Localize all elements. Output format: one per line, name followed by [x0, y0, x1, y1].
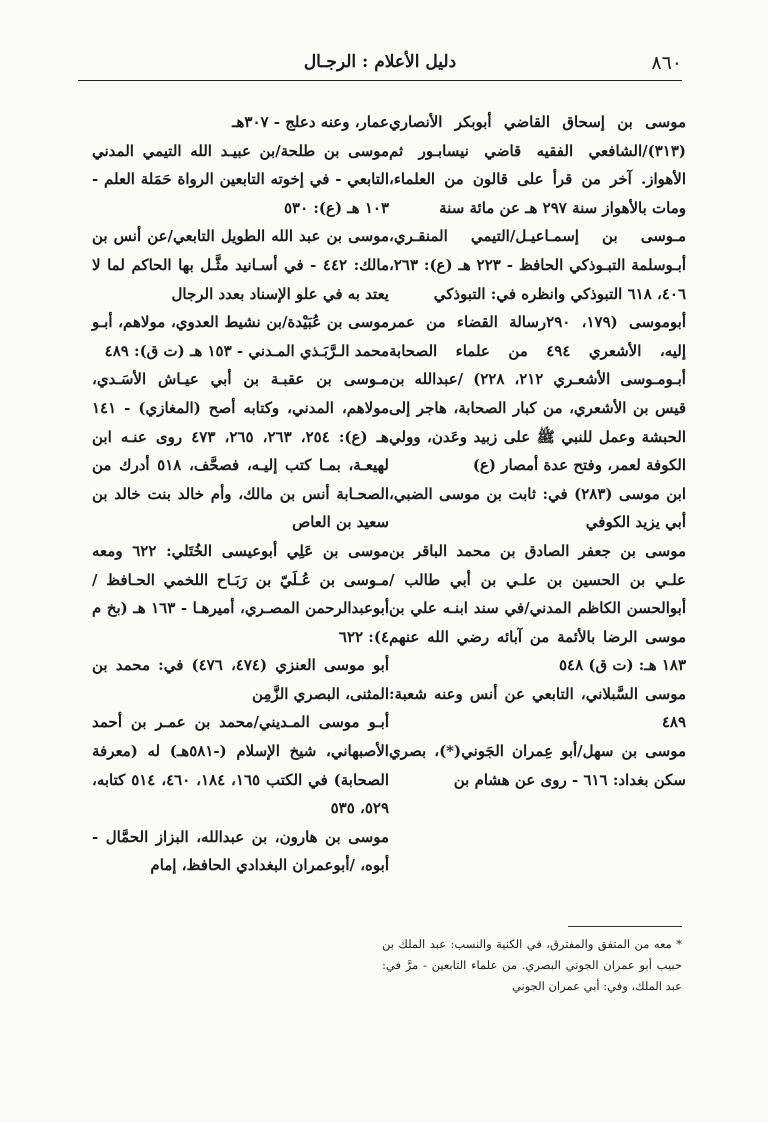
- left-column: [92, 108, 389, 880]
- entry: موسى السَّبلاني، التابعي عن أنس وعنه شعبة: ٤٨٩: [389, 684, 686, 732]
- footnote-text: * معه من المتفق والمفترق، في الكنية والنسب: عبد الملك بن حبيب أبو عمران الجوني البصري. من علماء التابعين - مرَّ في: عبد الملك، وفي: أبي عمران الجوني: [382, 937, 682, 993]
- entry: موسى بن عُبَيْدة/بن نشيط العدوي، مولاهم، أبـو محمد الـرَّبَـذي المـدني - ١٥٣ هـ (ت ق): ٤٨٩: [92, 313, 389, 360]
- entry: موسى بن هارون، بن عبدالله، البزاز الحمَّال - أبوه، /أبوعمران البغدادي الحافظ، إمام: [92, 827, 389, 875]
- running-title: دليل الأعلام : الرجـال: [303, 52, 457, 72]
- entry: عمار، وعنه دعلج - ٣٠٧هـ: [232, 113, 389, 131]
- entry: أبوموسى (١٧٩، ٢٩٠رسالة القضاء من عمر إليه، الأشعري ٤٩٤ من علماء الصحابة أبـومـوسى الأشعـري ٢١٢، ٢٢٨) /عبدالله بن قيس بن الأشعري، من كبار الصحابة، هاجر إلى الحبشة وعمل للنبي ﷺ على زبيد وعَدن، وولي الكوفة لعمر، وفتح عدة أمصار (ع): [389, 313, 686, 475]
- entry: أبـو موسى المـديني/محمد بن عمـر بن أحمد الأصبهاني، شيخ الإسلام (-٥٨١هـ) له (معرفة الصحابة) في الكتب ١٦٥، ١٨٤، ٤٦٠، ٥١٤ كتابه، ٥٢٩، ٥٣٥: [92, 713, 389, 818]
- entry: مـوسى بن إسمـاعيـل/التيمي المنقـري، أبـوسلمة التبـوذكي الحافظ - ٢٢٣ هـ (ع): ٢٦٣، ٤٠٦، ٦١٨ التبوذكي وانظره في: التبوذكي: [389, 227, 687, 303]
- entry: موسى بن عبد الله الطويل التابعي/عن أنس بن مالك: ٤٤٢ - في أسـانيد مثَّـل بها الحاكم لما لا يعتد به في علو الإسناد بعدد الرجال: [92, 227, 389, 303]
- entry: أبو موسى العنزي (٤٧٤، ٤٧٦) في: محمد بن المثنى، البصري الزَّمِن: [92, 656, 389, 703]
- entry: موسى بن عَلِي أبوعيسى الخُتَلي: ٦٢٢ ومعه مـوسى بن عُـلَيّ بن رَبَـاح اللخمي الحـافظ /أبوعبدالرحمن المصـري، أميرهـا - ١٦٣ هـ (بخ م ٤): ٦٢٢: [92, 541, 390, 646]
- page-number: ٨٦٠: [651, 52, 682, 74]
- entry: موسى بن سهل/أبو عِمران الجَوني(*)، بصري سكن بغداد: ٦١٦ - روى عن هشام بن: [389, 742, 686, 789]
- entry: مـوسى بن عقبـة بن أبي عيـاش الأسَـدي، مولاهم، المدني، وكتابه أصح (المغازي) - ١٤١ هـ (ع): ٢٥٤، ٢٦٣، ٢٦٥، ٤٧٣ روى عنـه ابن لهيعـة، بمـا كتب إليـه، فصحَّف، ٥١٨ أدرك من الصحـابة أنس بن مالك، وأم خالد بنت خالد بن سعيد بن العاص: [92, 370, 389, 532]
- entry: موسى بن إسحاق القاضي أبوبكر الأنصاري (٣١٣)/الشافعي الفقيه قاضي نيسابـور ثم الأهواز. آخر من قرأ على قالون من العلماء، ومات بالأهواز سنة ٢٩٧ هـ عن مائة سنة: [389, 113, 686, 217]
- footnote: [382, 934, 682, 997]
- entry: ابن موسى (٢٨٣) في: ثابت بن موسى الضبي، أبي يزيد الكوفي: [389, 484, 686, 532]
- entry: موسى بن جعفر الصادق بن محمد الباقر بن علـي بن الحسين بن علـي بن أبي طالب /أبوالحسن الكاظم المدني/في سند ابنـه علي بن موسى الرضا بالأئمة من آبائه رضي الله عنهم ١٨٣ هـ: (ت ق) ٥٤٨: [389, 541, 686, 675]
- footnote-rule: [568, 926, 682, 927]
- header-rule: [78, 80, 682, 81]
- page-header: [78, 44, 682, 80]
- right-column: [389, 108, 686, 794]
- entry: موسى بن طلحة/بن عبيـد الله التيمي المدني التابعي - في إخوته التابعين الرواة حَمَلة العلم - ١٠٣ هـ (ع): ٥٣٠: [92, 141, 389, 217]
